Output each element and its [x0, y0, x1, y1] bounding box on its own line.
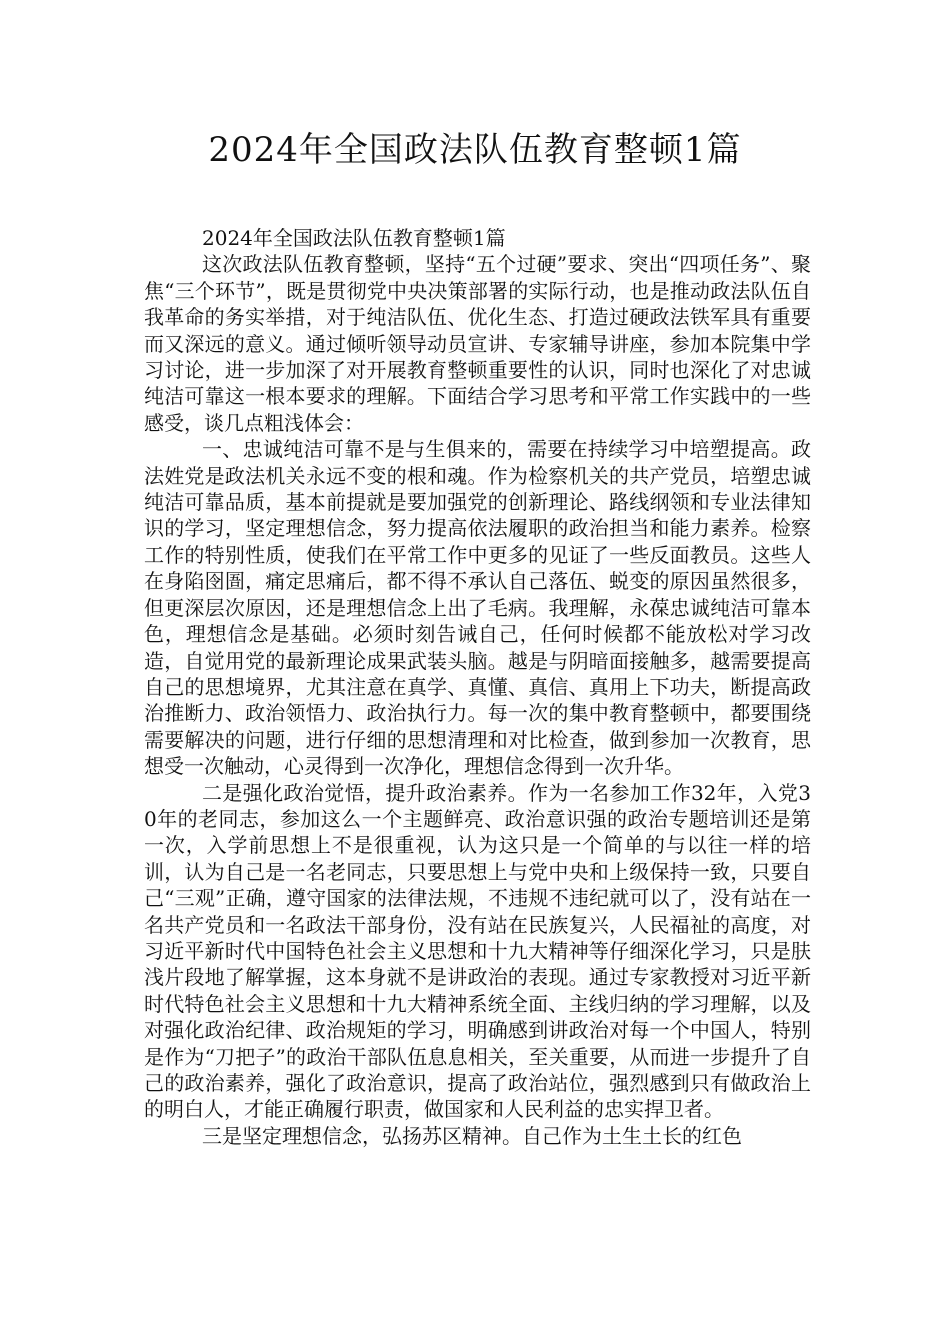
- paragraph-section-2: 二是强化政治觉悟，提升政治素养。作为一名参加工作32年，入党30年的老同志，参加这么一个主题鲜亮、政治意识强的政治专题培训还是第一次，入学前思想上不是很重视，认为这只是一个简单的与以往一样的培训，认为自己是一名老同志，只要思想上与党中央和上级保持一致，只要自己“三观”正确，遵守国家的法律法规，不违规不违纪就可以了，没有站在一名共产党员和一名政法干部身份，没有站在民族复兴，人民福祉的高度，对习近平新时代中国特色社会主义思想和十九大精神等仔细深化学习，只是肤浅片段地了解掌握，这本身就不是讲政治的表现。通过专家教授对习近平新时代特色社会主义思想和十九大精神系统全面、主线归纳的学习理解，以及对强化政治纪律、政治规矩的学习，明确感到讲政治对每一个中国人，特别是作为“刀把子”的政治干部队伍息息相关，至关重要，从而进一步提升了自己的政治素养，强化了政治意识，提高了政治站位，强烈感到只有做政治上的明白人，才能正确履行职责，做国家和人民利益的忠实捍卫者。: [144, 780, 811, 1122]
- document-body: [144, 225, 811, 1149]
- paragraph-section-1: 一、忠诚纯洁可靠不是与生俱来的，需要在持续学习中培塑提高。政法姓党是政法机关永远不变的根和魂。作为检察机关的共产党员，培塑忠诚纯洁可靠品质，基本前提就是要加强党的创新理论、路线纲领和专业法律知识的学习，坚定理想信念，努力提高依法履职的政治担当和能力素养。检察工作的特别性质，使我们在平常工作中更多的见证了一些反面教员。这些人在身陷囹圄，痛定思痛后，都不得不承认自己落伍、蜕变的原因虽然很多，但更深层次原因，还是理想信念上出了毛病。我理解，永葆忠诚纯洁可靠本色，理想信念是基础。必须时刻告诫自己，任何时候都不能放松对学习改造，自觉用党的最新理论成果武装头脑。越是与阴暗面接触多，越需要提高自己的思想境界，尤其注意在真学、真懂、真信、真用上下功夫，断提高政治推断力、政治领悟力、政治执行力。每一次的集中教育整顿中，都要围绕需要解决的问题，进行仔细的思想清理和对比检查，做到参加一次教育，思想受一次触动，心灵得到一次净化，理想信念得到一次升华。: [144, 437, 811, 779]
- paragraph-section-3: 三是坚定理想信念，弘扬苏区精神。自己作为土生土长的红色: [202, 1123, 742, 1148]
- document-title: 2024年全国政法队伍教育整顿1篇: [208, 130, 742, 170]
- paragraph-intro: 这次政法队伍教育整顿，坚持“五个过硬”要求、突出“四项任务”、聚焦“三个环节”，既是贯彻党中央决策部署的实际行动，也是推动政法队伍自我革命的务实举措，对于纯洁队伍、优化生态、打造过硬政法铁军具有重要而又深远的意义。通过倾听领导动员宣讲、专家辅导讲座，参加本院集中学习讨论，进一步加深了对开展教育整顿重要性的认识，同时也深化了对忠诚纯洁可靠这一根本要求的理解。下面结合学习思考和平常工作实践中的一些感受，谈几点粗浅体会：: [144, 252, 811, 435]
- document-subtitle: 2024年全国政法队伍教育整顿1篇: [202, 226, 506, 250]
